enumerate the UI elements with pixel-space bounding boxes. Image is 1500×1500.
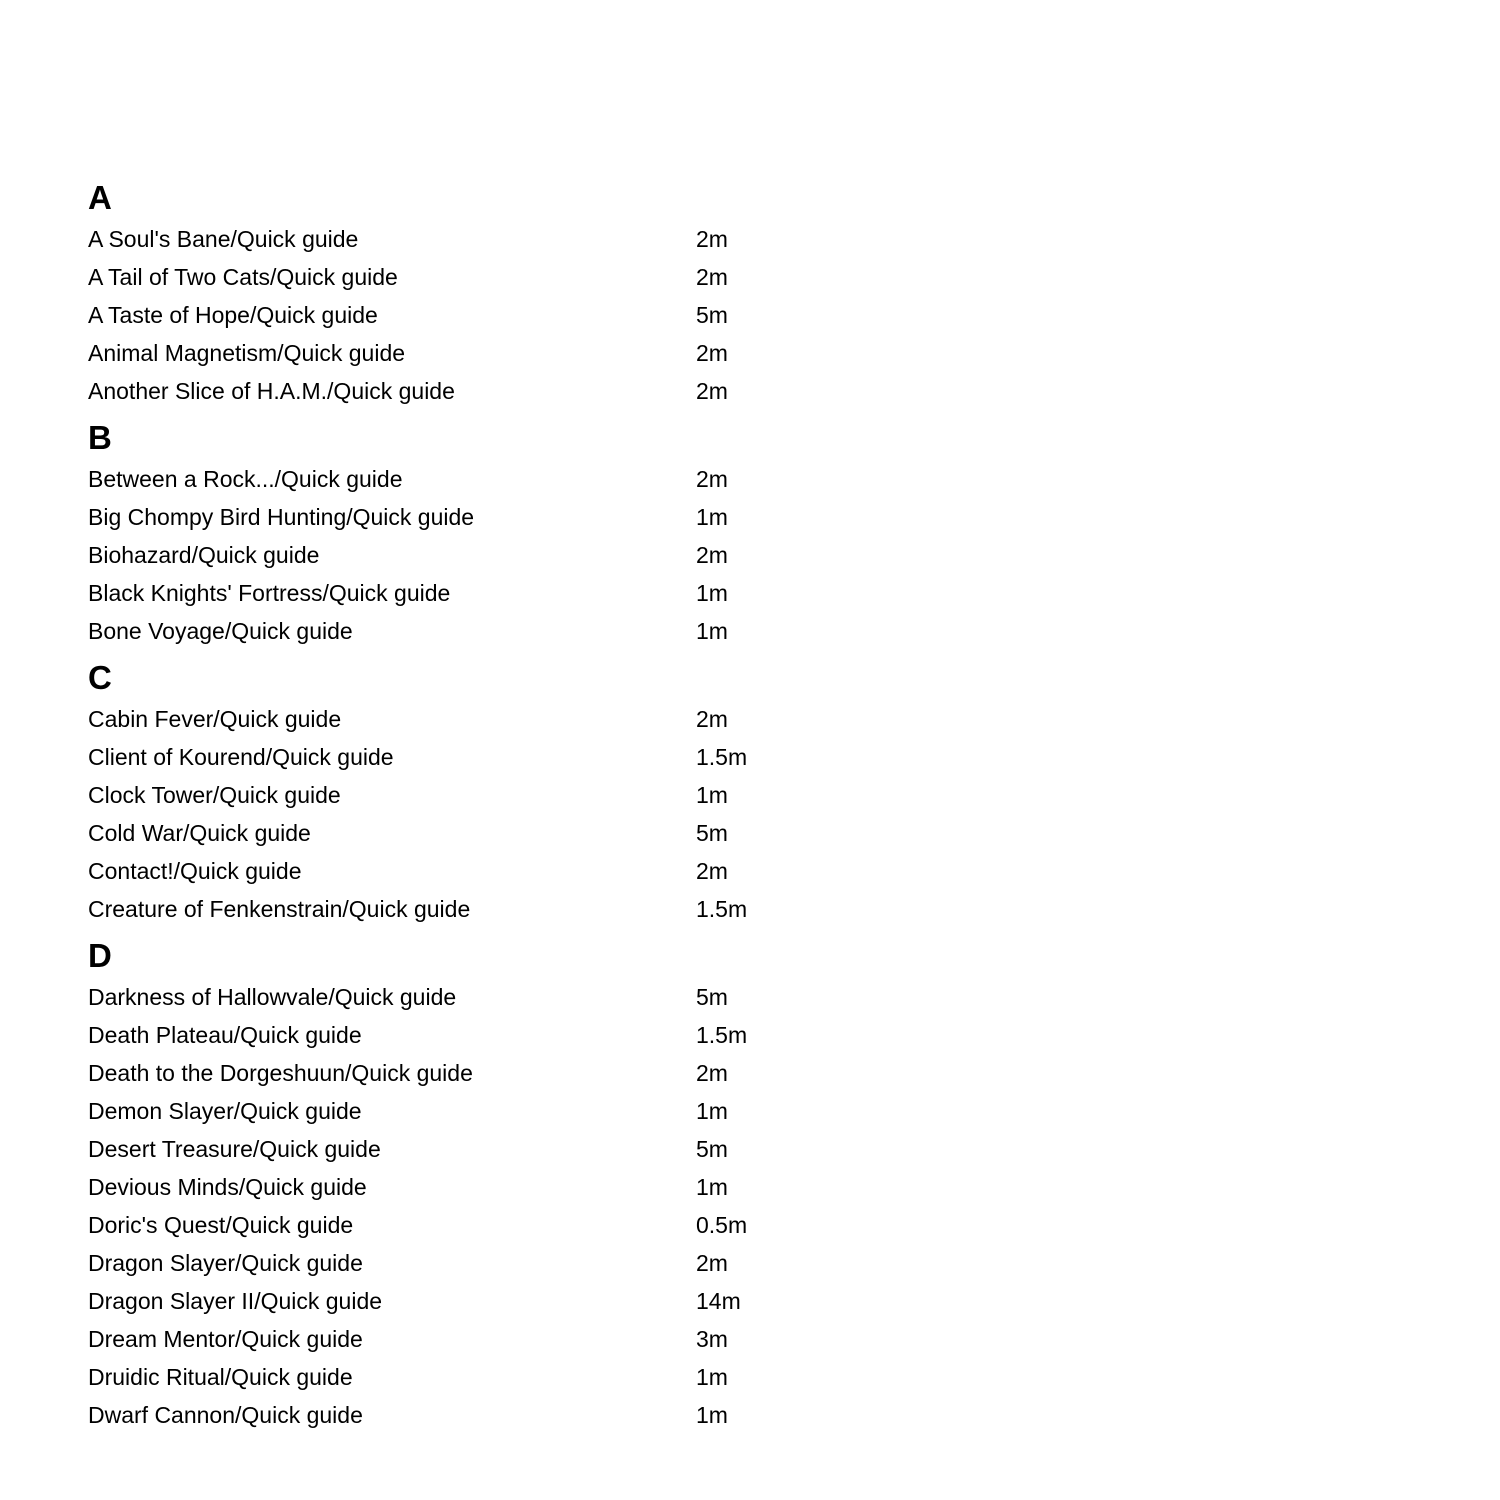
list-item [88, 700, 888, 738]
guide-title: Creature of Fenkenstrain/Quick guide [88, 896, 471, 922]
list-item [88, 460, 888, 498]
list-item [88, 1244, 888, 1282]
list-item [88, 1168, 888, 1206]
list-item [88, 1358, 888, 1396]
list-item [88, 334, 888, 372]
list-item [88, 220, 888, 258]
guide-title: Another Slice of H.A.M./Quick guide [88, 378, 455, 404]
guide-title: Desert Treasure/Quick guide [88, 1136, 381, 1162]
guide-title: Black Knights' Fortress/Quick guide [88, 580, 451, 606]
guide-title: Bone Voyage/Quick guide [88, 618, 353, 644]
guide-time: 5m [696, 302, 728, 328]
list-item [88, 1016, 888, 1054]
section-letter-heading: C [88, 659, 112, 696]
guide-time: 2m [696, 466, 728, 492]
guide-title: Death to the Dorgeshuun/Quick guide [88, 1060, 473, 1086]
list-item [88, 536, 888, 574]
guide-title: Dwarf Cannon/Quick guide [88, 1402, 363, 1428]
guide-time: 1m [696, 1402, 728, 1428]
guide-title: Doric's Quest/Quick guide [88, 1212, 354, 1238]
guide-time: 2m [696, 340, 728, 366]
list-item [88, 1206, 888, 1244]
section-letter-heading: B [88, 419, 112, 456]
guide-title: Cabin Fever/Quick guide [88, 706, 342, 732]
section-d [88, 934, 888, 1434]
section-letter-heading: A [88, 179, 112, 216]
guide-time: 2m [696, 542, 728, 568]
guide-title: Devious Minds/Quick guide [88, 1174, 367, 1200]
list-item [88, 1396, 888, 1434]
guide-time: 2m [696, 226, 728, 252]
guide-title: Big Chompy Bird Hunting/Quick guide [88, 504, 475, 530]
guide-title: Druidic Ritual/Quick guide [88, 1364, 353, 1390]
guide-time: 1.5m [696, 1022, 748, 1048]
list-item [88, 258, 888, 296]
list-item [88, 852, 888, 890]
guide-title: Dragon Slayer II/Quick guide [88, 1288, 383, 1314]
guide-time: 1m [696, 1174, 728, 1200]
guide-title: A Taste of Hope/Quick guide [88, 302, 378, 328]
guide-title: Darkness of Hallowvale/Quick guide [88, 984, 457, 1010]
list-item [88, 814, 888, 852]
guide-time: 2m [696, 1060, 728, 1086]
guide-title: Biohazard/Quick guide [88, 542, 320, 568]
guide-title: Death Plateau/Quick guide [88, 1022, 362, 1048]
guide-title: Dragon Slayer/Quick guide [88, 1250, 363, 1276]
guide-time: 5m [696, 1136, 728, 1162]
list-item [88, 1054, 888, 1092]
guide-time: 1m [696, 580, 728, 606]
guide-time: 2m [696, 264, 728, 290]
list-item [88, 574, 888, 612]
guide-time: 2m [696, 706, 728, 732]
guide-title: Animal Magnetism/Quick guide [88, 340, 406, 366]
guide-time: 1m [696, 504, 728, 530]
section-b [88, 416, 888, 650]
guide-title: Between a Rock.../Quick guide [88, 466, 403, 492]
list-item [88, 1282, 888, 1320]
guide-time: 2m [696, 378, 728, 404]
section-a [88, 176, 888, 410]
guide-title: A Soul's Bane/Quick guide [88, 226, 359, 252]
list-item [88, 612, 888, 650]
guide-time: 1m [696, 1098, 728, 1124]
guide-time: 14m [696, 1288, 741, 1314]
guide-time: 0.5m [696, 1212, 748, 1238]
guide-title: Demon Slayer/Quick guide [88, 1098, 362, 1124]
guide-time: 5m [696, 820, 728, 846]
list-item [88, 498, 888, 536]
list-item [88, 890, 888, 928]
quest-guide-list [88, 176, 888, 1440]
guide-time: 2m [696, 858, 728, 884]
guide-time: 2m [696, 1250, 728, 1276]
guide-time: 1m [696, 618, 728, 644]
guide-title: Cold War/Quick guide [88, 820, 311, 846]
guide-title: Clock Tower/Quick guide [88, 782, 341, 808]
guide-title: Client of Kourend/Quick guide [88, 744, 394, 770]
guide-time: 1.5m [696, 744, 748, 770]
list-item [88, 372, 888, 410]
list-item [88, 738, 888, 776]
section-letter-heading: D [88, 937, 112, 974]
list-item [88, 1320, 888, 1358]
guide-time: 3m [696, 1326, 728, 1352]
list-item [88, 1130, 888, 1168]
list-item [88, 776, 888, 814]
list-item [88, 978, 888, 1016]
list-item [88, 1092, 888, 1130]
guide-title: A Tail of Two Cats/Quick guide [88, 264, 398, 290]
guide-time: 1m [696, 1364, 728, 1390]
section-c [88, 656, 888, 928]
list-item [88, 296, 888, 334]
guide-title: Dream Mentor/Quick guide [88, 1326, 363, 1352]
guide-time: 1.5m [696, 896, 748, 922]
guide-time: 1m [696, 782, 728, 808]
guide-title: Contact!/Quick guide [88, 858, 302, 884]
guide-time: 5m [696, 984, 728, 1010]
